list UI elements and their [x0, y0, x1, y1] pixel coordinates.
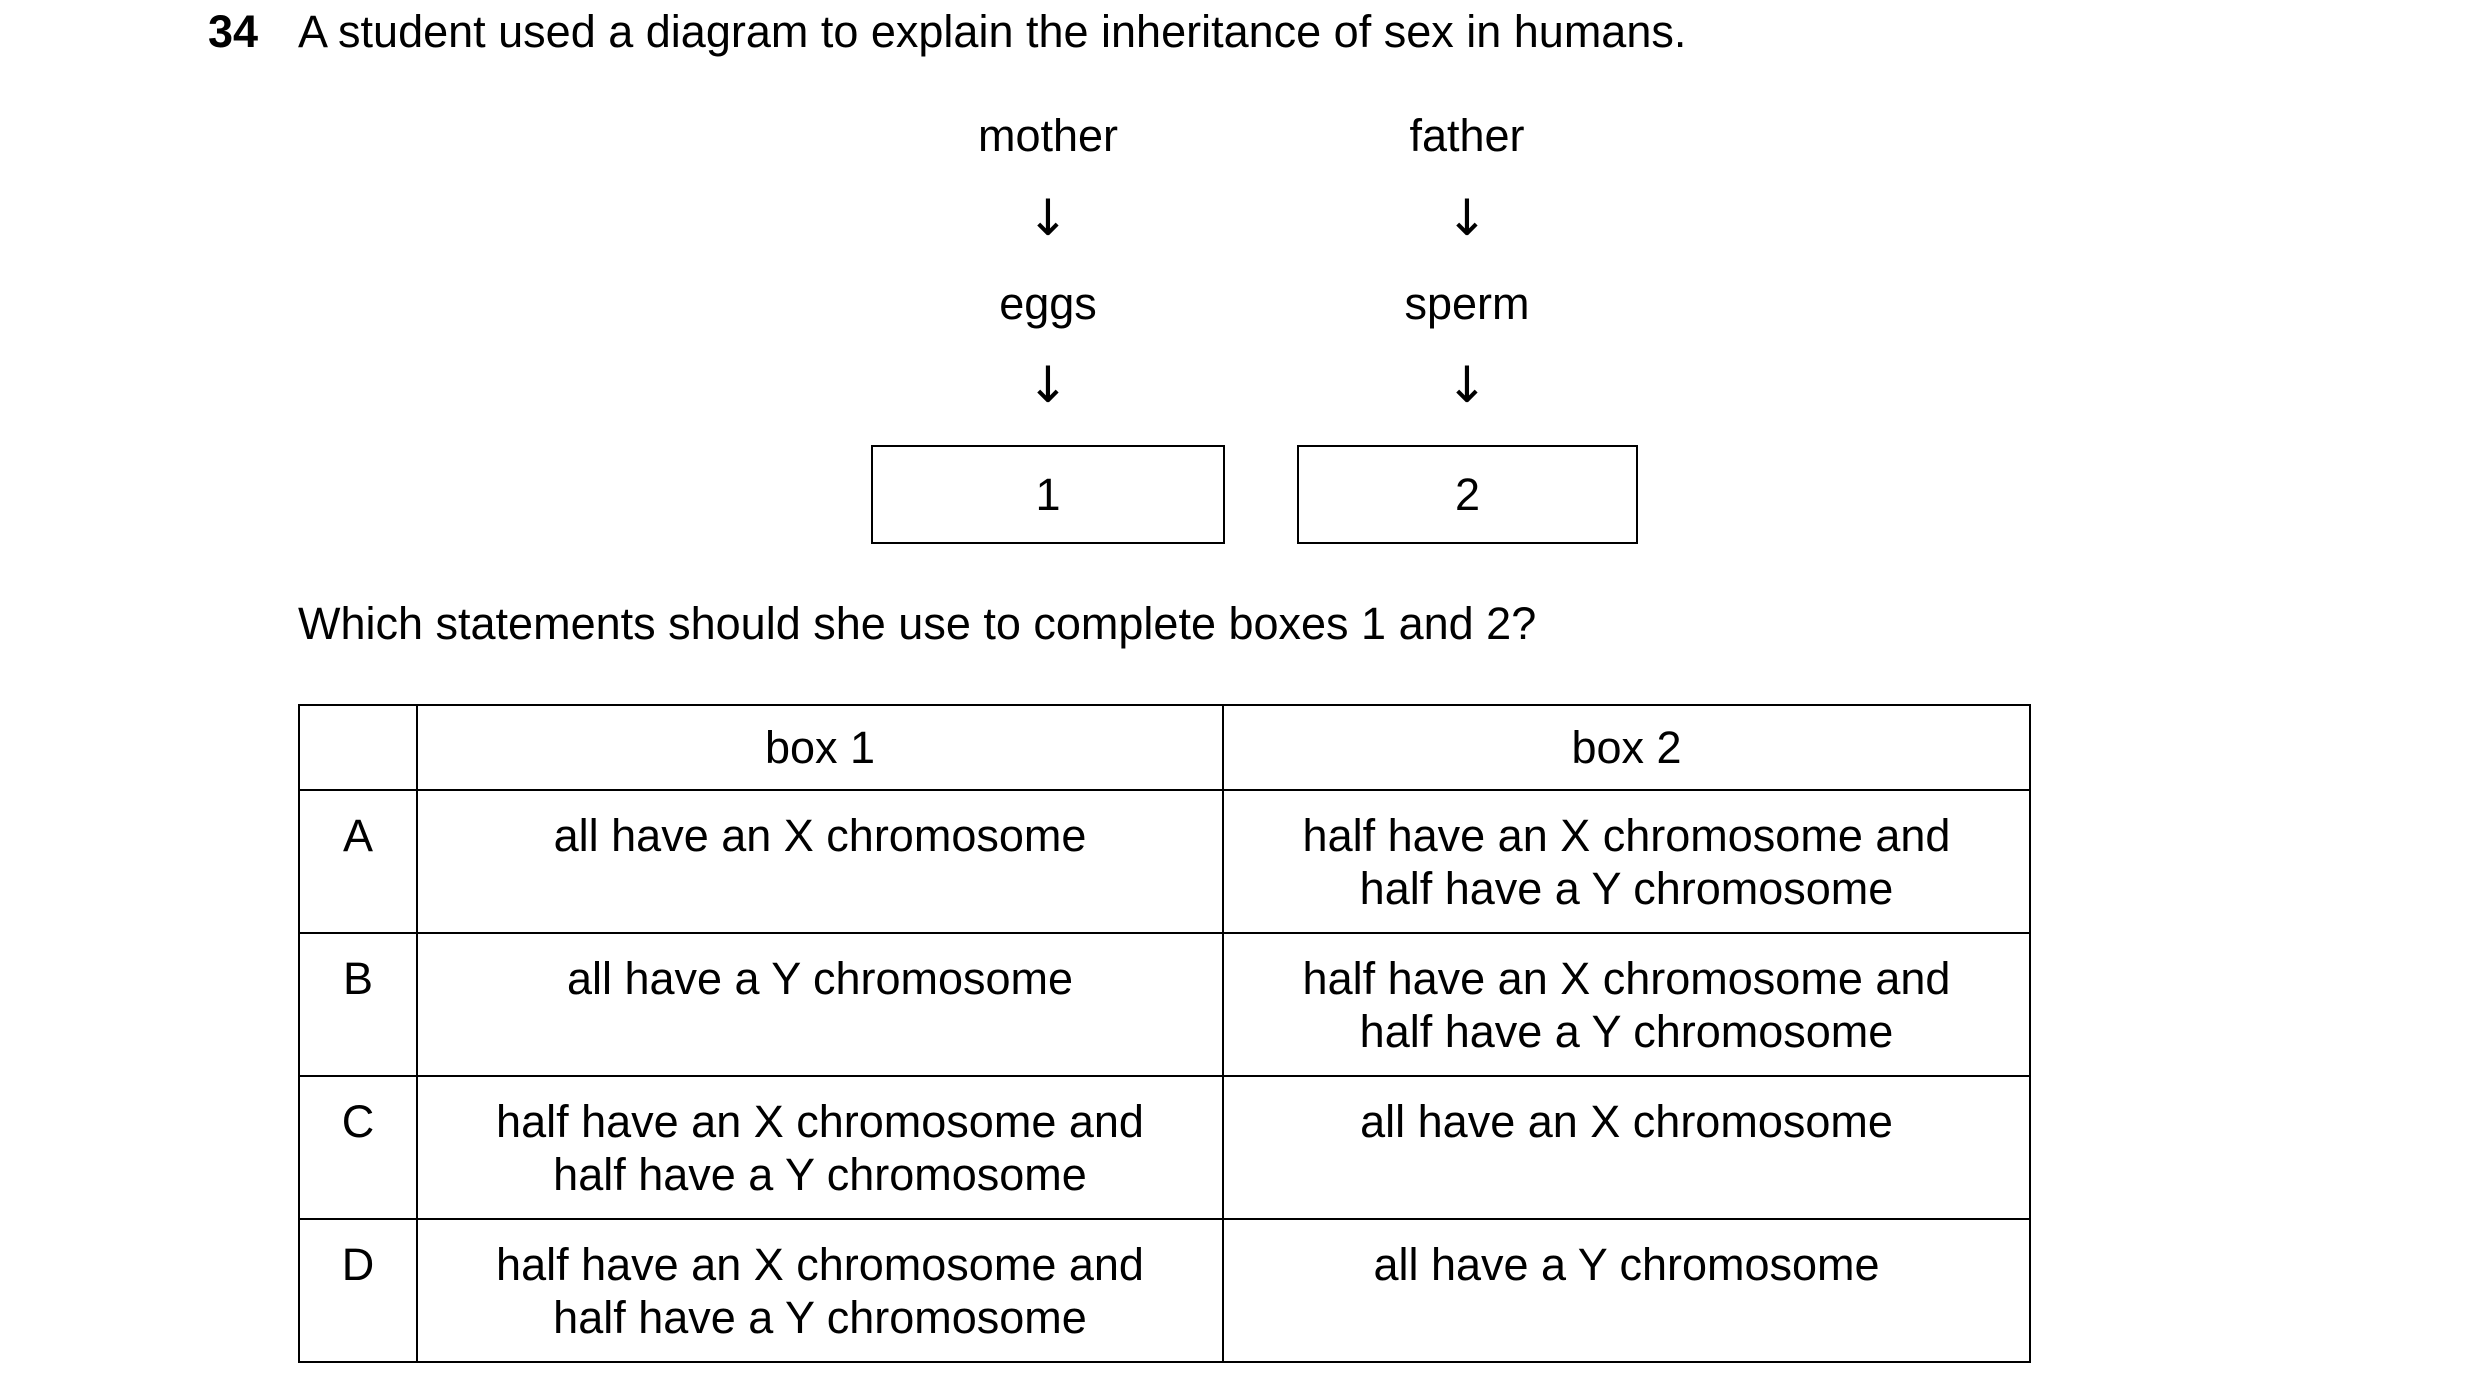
cell-line: all have a Y chromosome [566, 953, 1074, 1004]
box-2 [1297, 445, 1638, 544]
cell-line: half have an X chromosome and [1302, 953, 1951, 1004]
question-prompt: Which statements should she use to complete boxes 1 and 2? [298, 598, 1537, 649]
option-b-box-1 [417, 933, 1223, 1076]
cell-line: half have a Y chromosome [1359, 863, 1894, 914]
header-box-2: box 2 [1223, 705, 2030, 790]
cell-line: all have an X chromosome [1360, 1096, 1893, 1147]
option-c-box-2 [1223, 1076, 2030, 1219]
cell-line: all have an X chromosome [553, 810, 1087, 861]
option-b-box-2 [1223, 933, 2030, 1076]
option-d-box-1 [417, 1219, 1223, 1362]
down-arrow-icon: ↓ [1027, 356, 1069, 414]
option-letter-a[interactable]: A [299, 790, 417, 933]
down-arrow-icon: ↓ [1027, 189, 1069, 247]
cell-line: half have a Y chromosome [1359, 1006, 1894, 1057]
option-letter-c[interactable]: C [299, 1076, 417, 1219]
box-2-label: 2 [1454, 468, 1481, 520]
option-letter-d[interactable]: D [299, 1219, 417, 1362]
box-1 [871, 445, 1225, 544]
cell-line: half have a Y chromosome [553, 1292, 1087, 1343]
down-arrow-icon: ↓ [1446, 356, 1488, 414]
cell-line: half have an X chromosome and [496, 1096, 1144, 1147]
option-letter-b[interactable]: B [299, 933, 417, 1076]
box-1-label: 1 [1035, 468, 1061, 520]
option-a-box-2 [1223, 790, 2030, 933]
header-box-1: box 1 [417, 705, 1223, 790]
option-a-box-1 [417, 790, 1223, 933]
father-label: father [1409, 110, 1525, 161]
cell-line: half have a Y chromosome [553, 1149, 1087, 1200]
cell-line: half have an X chromosome and [496, 1239, 1144, 1290]
table-row[interactable] [299, 1219, 2030, 1362]
cell-line: all have a Y chromosome [1373, 1239, 1880, 1290]
eggs-label: eggs [999, 278, 1097, 329]
table-row[interactable] [299, 790, 2030, 933]
table-row[interactable] [299, 1076, 2030, 1219]
table-header-row [299, 705, 2030, 790]
question-stem: A student used a diagram to explain the inheritance of sex in humans. [298, 6, 1687, 57]
options-table [298, 704, 2031, 1363]
cell-line: half have an X chromosome and [1302, 810, 1951, 861]
option-c-box-1 [417, 1076, 1223, 1219]
question-number: 34 [208, 6, 259, 57]
sperm-label: sperm [1404, 278, 1530, 329]
mother-label: mother [977, 110, 1119, 161]
option-d-box-2 [1223, 1219, 2030, 1362]
down-arrow-icon: ↓ [1446, 189, 1488, 247]
header-letter [299, 705, 417, 790]
table-row[interactable] [299, 933, 2030, 1076]
